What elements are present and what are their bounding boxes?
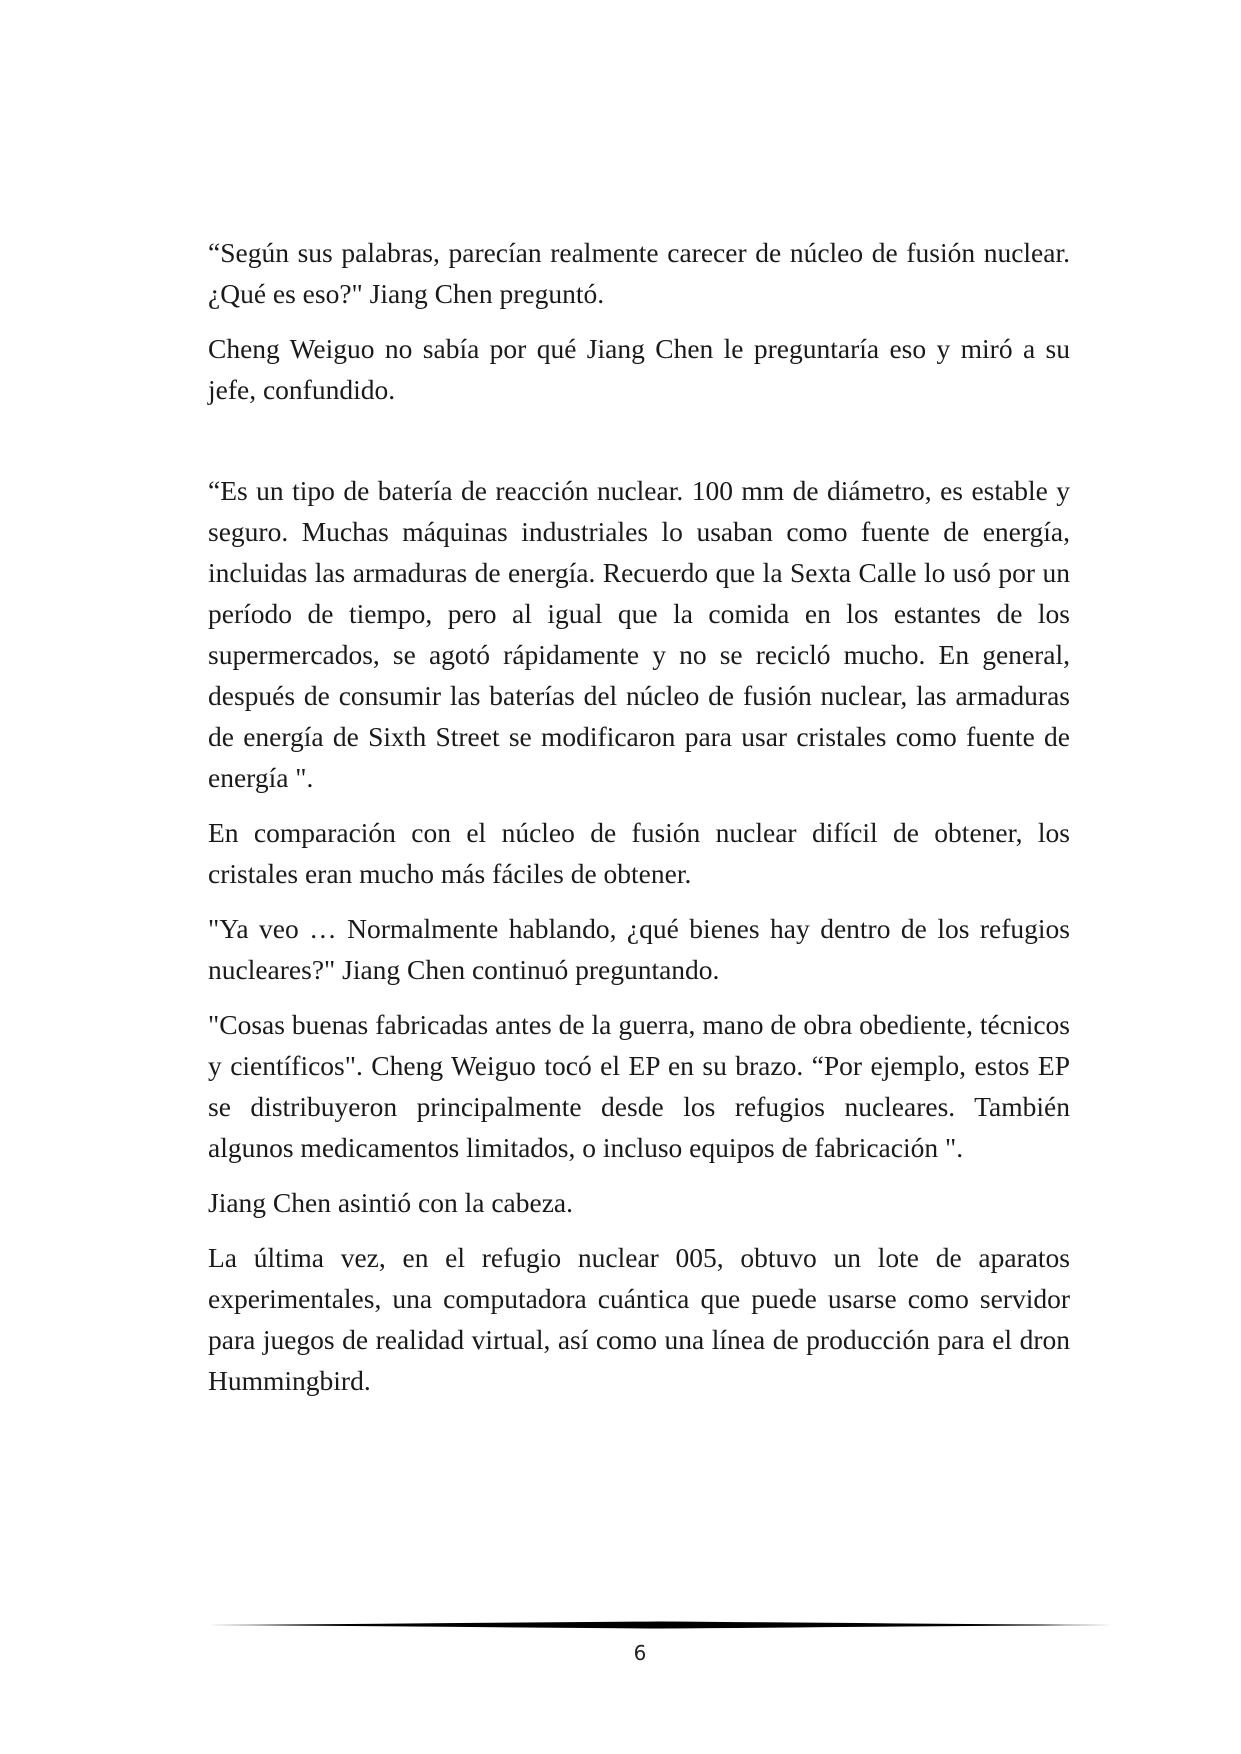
footer-divider: [208, 1618, 1113, 1632]
paragraph: Cheng Weiguo no sabía por qué Jiang Chen le preguntaría eso y miró a su jefe, confundido.: [208, 333, 1070, 405]
page-number: 6: [633, 1641, 647, 1665]
paragraph: "Cosas buenas fabricadas antes de la guerra, mano de obra obediente, técnicos y científicos". Cheng Weiguo tocó el EP en su brazo. “Por ejemplo, estos EP se distribuyeron principalmente desde los refugios nucleares. También algunos medicamentos limitados, o incluso equipos de fabricación ".: [208, 1009, 1070, 1163]
body-text: [208, 232, 1070, 1415]
paragraph: “Es un tipo de batería de reacción nuclear. 100 mm de diámetro, es estable y seguro. Muchas máquinas industriales lo usaban como fuente de energía, incluidas las armaduras de energía. Recuerdo que la Sexta Calle lo usó por un período de tiempo, pero al igual que la comida en los estantes de los supermercados, se agotó rápidamente y no se recicló mucho. En general, después de consumir las baterías del núcleo de fusión nuclear, las armaduras de energía de Sixth Street se modificaron para usar cristales como fuente de energía ".: [208, 475, 1070, 793]
paragraph: La última vez, en el refugio nuclear 005, obtuvo un lote de aparatos experimentales, una computadora cuántica que puede usarse como servidor para juegos de realidad virtual, así como una línea de producción para el dron Hummingbird.: [208, 1242, 1070, 1396]
paragraph: En comparación con el núcleo de fusión nuclear difícil de obtener, los cristales eran mucho más fáciles de obtener.: [208, 817, 1070, 889]
paragraph: "Ya veo … Normalmente hablando, ¿qué bienes hay dentro de los refugios nucleares?" Jiang Chen continuó preguntando.: [208, 913, 1070, 985]
paragraph: “Según sus palabras, parecían realmente carecer de núcleo de fusión nuclear. ¿Qué es eso?" Jiang Chen preguntó.: [208, 237, 1070, 309]
paragraph: Jiang Chen asintió con la cabeza.: [208, 1187, 574, 1218]
